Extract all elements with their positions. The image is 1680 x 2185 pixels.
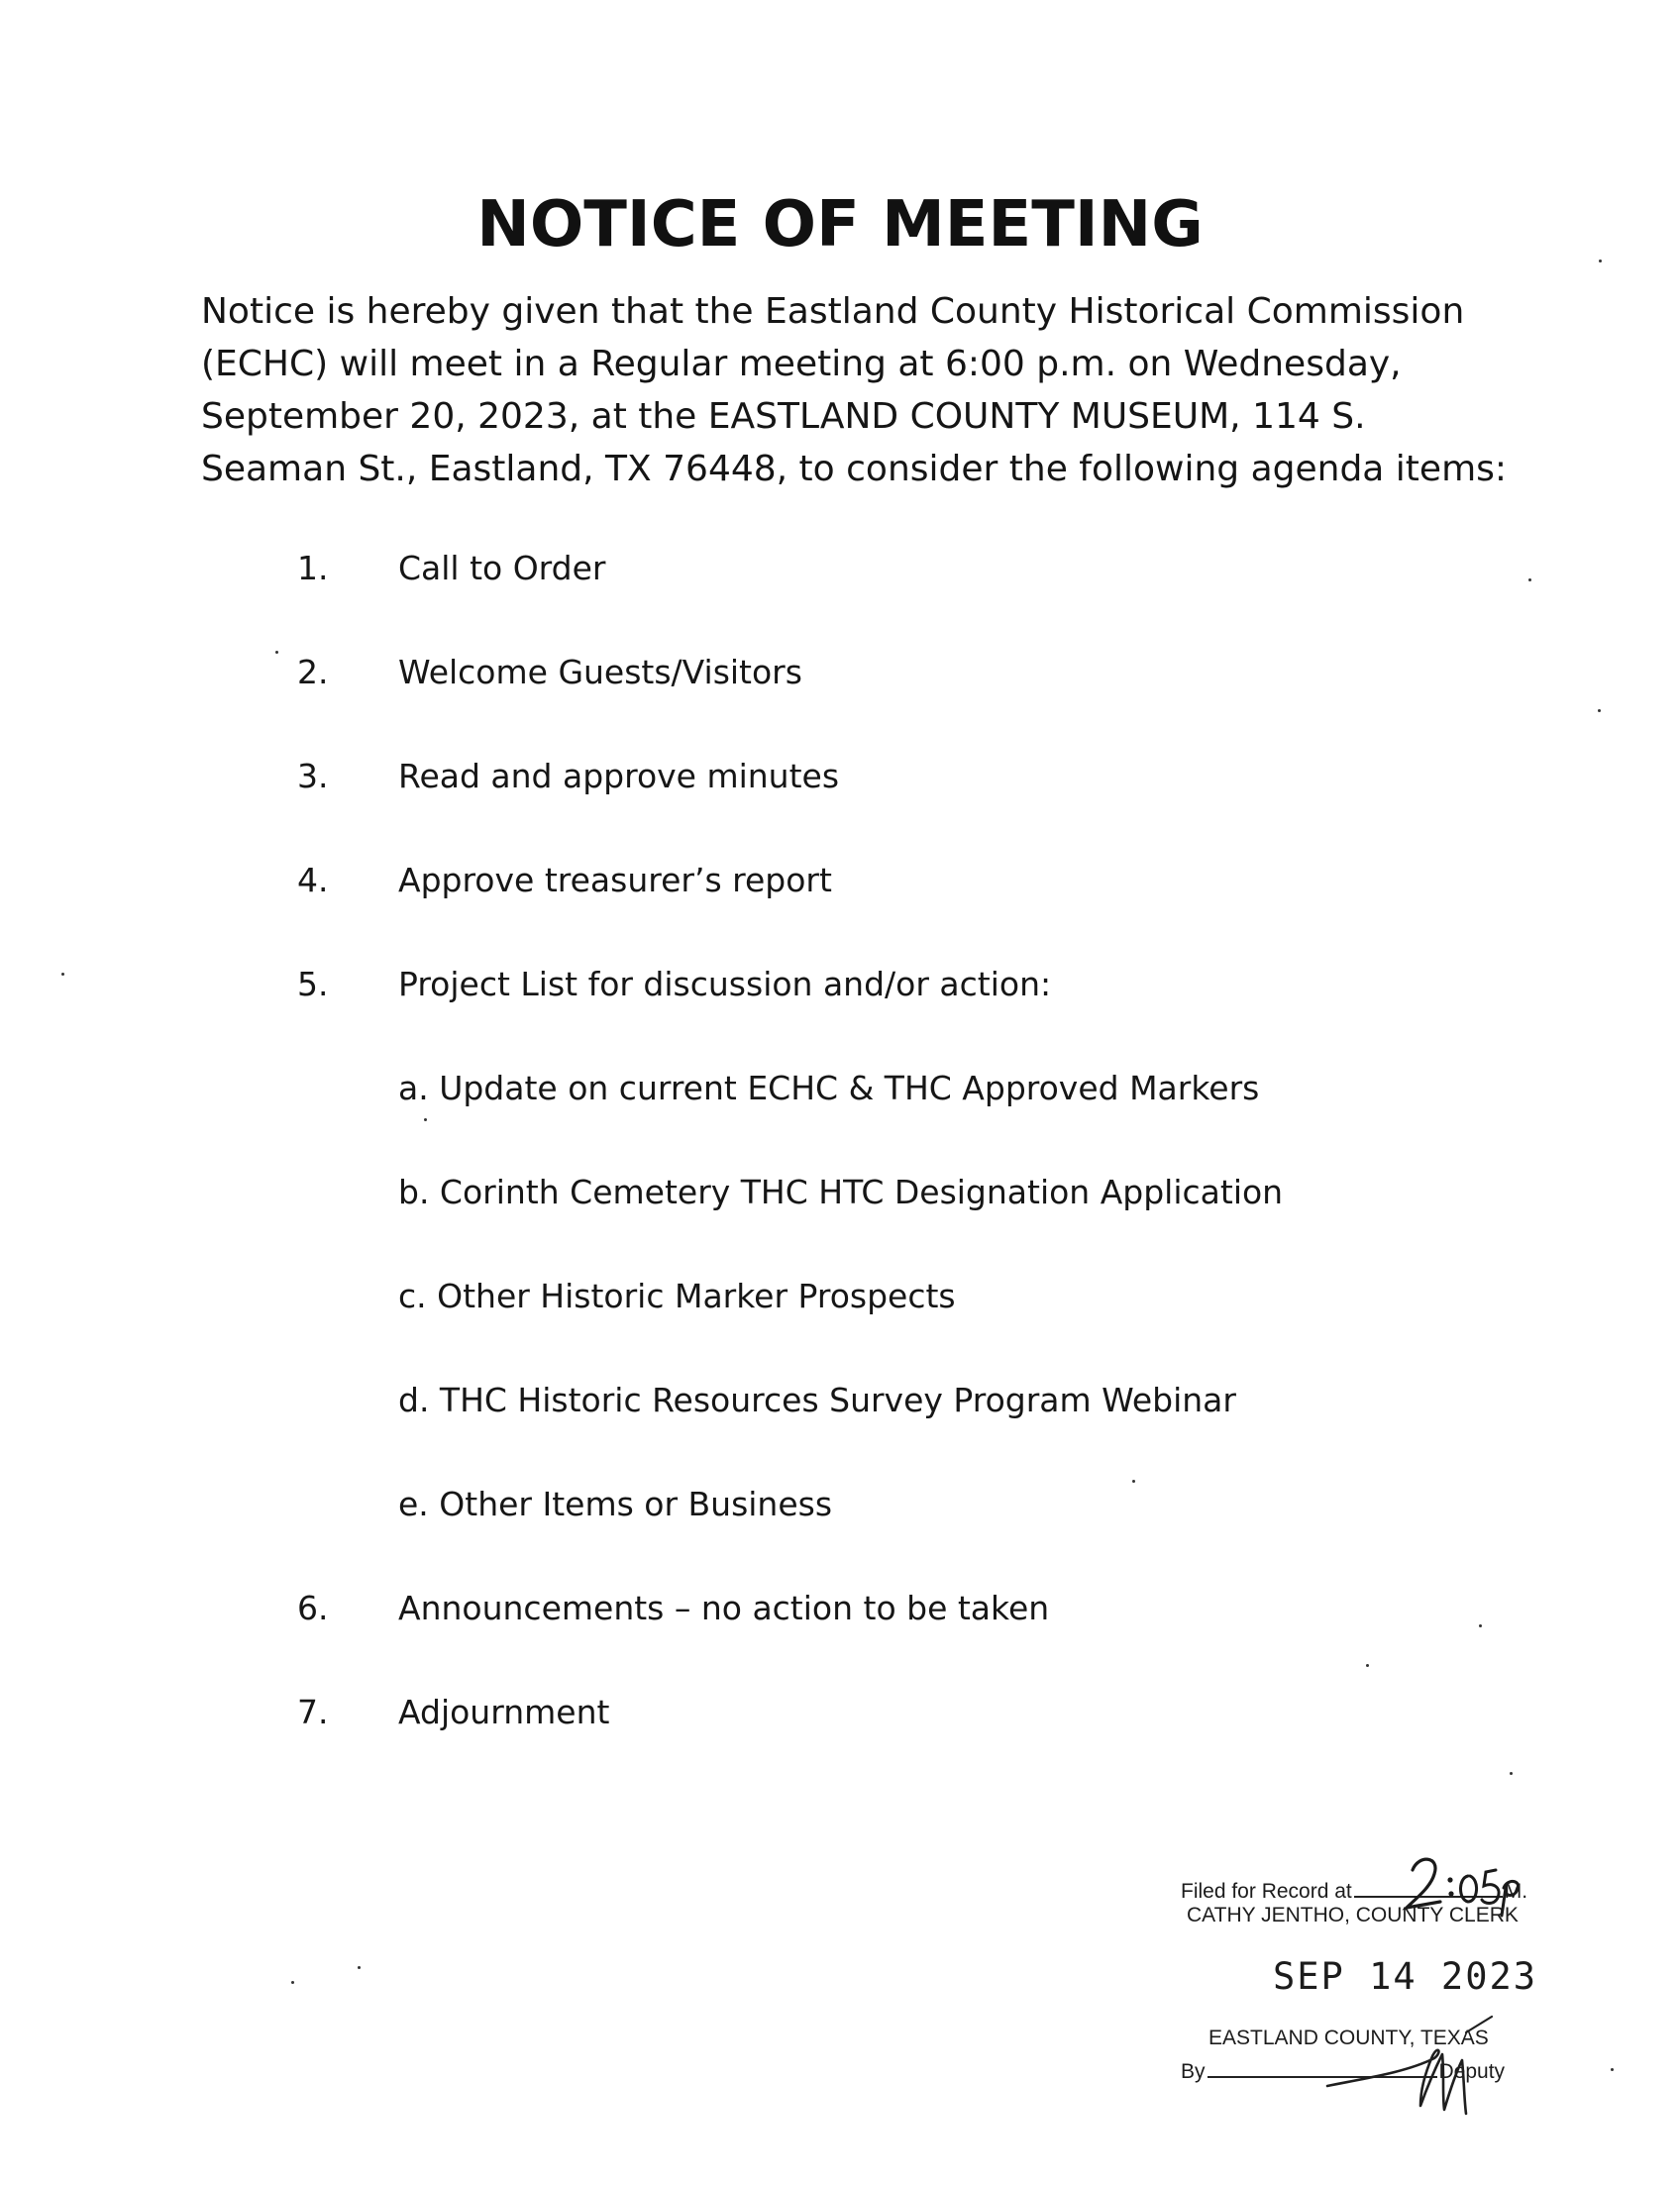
agenda-item-number: 5. bbox=[297, 965, 329, 1003]
agenda-subitem-text: e. Other Items or Business bbox=[398, 1485, 833, 1523]
filed-meridiem-label: M. bbox=[1504, 1880, 1528, 1903]
deputy-label: Deputy bbox=[1438, 2060, 1506, 2083]
by-label: By bbox=[1181, 2060, 1206, 2083]
deputy-signature-line bbox=[1181, 2058, 1505, 2084]
signature-blank bbox=[1208, 2058, 1437, 2078]
agenda-item bbox=[0, 1693, 1680, 1732]
scan-speck bbox=[275, 651, 278, 654]
agenda-item-number: 7. bbox=[297, 1693, 329, 1731]
county-clerk-name: CATHY JENTHO, COUNTY CLERK bbox=[1187, 1904, 1519, 1926]
agenda-subitem bbox=[0, 1485, 1680, 1524]
scan-speck bbox=[1366, 1664, 1369, 1667]
agenda-subitem bbox=[0, 1381, 1680, 1420]
scan-speck bbox=[1132, 1480, 1135, 1483]
agenda-item bbox=[0, 549, 1680, 588]
agenda-subitem-text: c. Other Historic Marker Prospects bbox=[398, 1277, 956, 1315]
notice-line: Notice is hereby given that the Eastland County Historical Commission bbox=[201, 291, 1465, 332]
scan-speck bbox=[1598, 709, 1601, 712]
clerk-filing-stamp bbox=[1169, 1848, 1585, 2145]
agenda-item-number: 2. bbox=[297, 653, 329, 691]
agenda-subitem bbox=[0, 1173, 1680, 1212]
scan-speck bbox=[358, 1966, 361, 1969]
notice-line: (ECHC) will meet in a Regular meeting at 6:00 p.m. on Wednesday, bbox=[201, 344, 1402, 384]
scan-speck bbox=[1611, 2068, 1614, 2071]
scan-speck bbox=[1510, 1772, 1513, 1775]
agenda-item-number: 6. bbox=[297, 1589, 329, 1627]
agenda-item bbox=[0, 653, 1680, 692]
agenda-subitem-text: d. THC Historic Resources Survey Program Webinar bbox=[398, 1381, 1236, 1419]
document-title: NOTICE OF MEETING bbox=[476, 188, 1204, 261]
agenda-item-number: 4. bbox=[297, 861, 329, 899]
agenda-subitem-text: a. Update on current ECHC & THC Approved Markers bbox=[398, 1069, 1260, 1107]
agenda-item bbox=[0, 861, 1680, 900]
notice-line: Seaman St., Eastland, TX 76448, to consider the following agenda items: bbox=[201, 449, 1508, 489]
agenda-subitem bbox=[0, 1277, 1680, 1316]
agenda-item-text: Call to Order bbox=[398, 549, 606, 587]
filed-for-record-line bbox=[1181, 1876, 1527, 1904]
agenda-item-text: Read and approve minutes bbox=[398, 757, 840, 795]
agenda-item-text: Welcome Guests/Visitors bbox=[398, 653, 802, 691]
scan-speck bbox=[424, 1118, 427, 1121]
agenda-subitem-text: b. Corinth Cemetery THC HTC Designation Application bbox=[398, 1173, 1284, 1211]
county-name: EASTLAND COUNTY, TEXAS bbox=[1208, 2027, 1489, 2049]
filed-for-record-label: Filed for Record at bbox=[1181, 1880, 1352, 1903]
agenda-item-number: 3. bbox=[297, 757, 329, 795]
filed-time-blank bbox=[1354, 1876, 1503, 1898]
notice-line: September 20, 2023, at the EASTLAND COUNTY MUSEUM, 114 S. bbox=[201, 396, 1366, 437]
agenda-item-text: Approve treasurer’s report bbox=[398, 861, 832, 899]
agenda-item-text: Announcements – no action to be taken bbox=[398, 1589, 1050, 1627]
agenda-item-number: 1. bbox=[297, 549, 329, 587]
agenda-subitem bbox=[0, 1069, 1680, 1108]
filing-date: SEP 14 2023 bbox=[1273, 1955, 1538, 1998]
agenda-item bbox=[0, 757, 1680, 796]
scan-speck bbox=[291, 1981, 294, 1984]
agenda-item bbox=[0, 1589, 1680, 1628]
scan-speck bbox=[61, 973, 64, 976]
agenda-item-text: Project List for discussion and/or action: bbox=[398, 965, 1052, 1003]
agenda-item bbox=[0, 965, 1680, 1004]
scan-speck bbox=[1528, 578, 1531, 581]
scan-speck bbox=[1599, 260, 1602, 262]
scan-speck bbox=[1479, 1624, 1482, 1627]
agenda-item-text: Adjournment bbox=[398, 1693, 610, 1731]
